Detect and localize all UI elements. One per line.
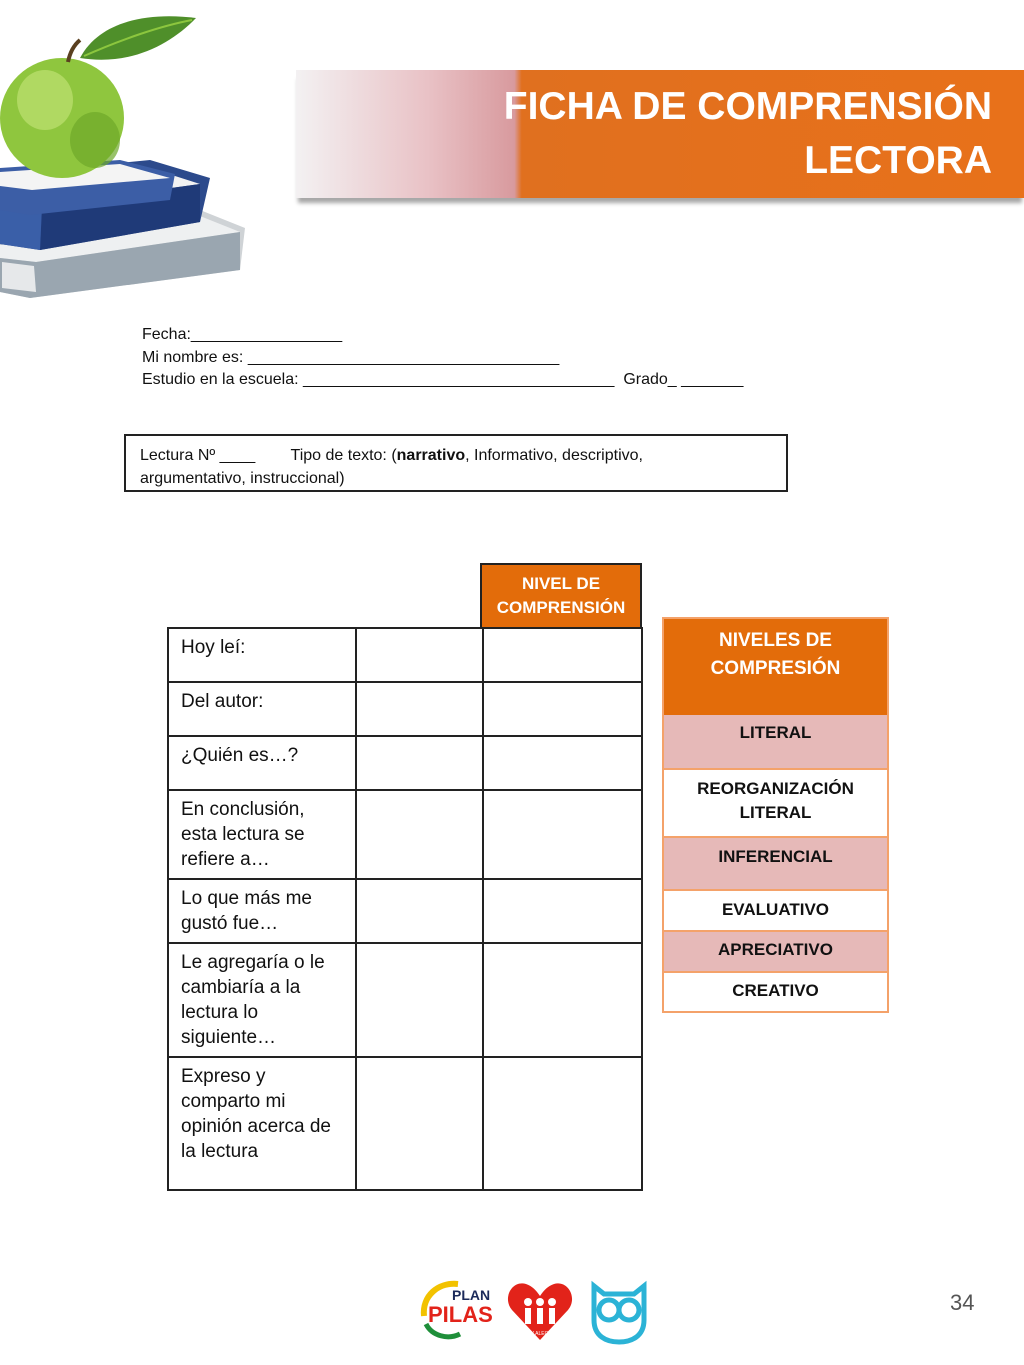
pilas-text: PILAS [428,1302,493,1327]
table-row [168,879,642,943]
nivel-item: LITERAL [664,715,887,768]
table-row [168,682,642,736]
nivel-cell[interactable] [483,682,642,736]
nivel-item: REORGANIZACIÓN LITERAL [664,768,887,836]
plan-text: PLAN [452,1287,491,1303]
footer-logos [418,1276,658,1346]
nivel-cell[interactable] [483,736,642,790]
fecha-field[interactable]: Fecha:_________________ [142,326,343,343]
answer-cell[interactable] [356,682,483,736]
lectura-line-1 [140,444,772,467]
nivel-item: INFERENCIAL [664,836,887,889]
answer-cell[interactable] [356,1057,483,1190]
lectura-line-2: argumentativo, instruccional) [140,470,345,487]
lectura-bold-type: narrativo [396,447,466,464]
row-label: Le agregaría o le cambiaría a la lectura lo siguiente… [168,943,356,1057]
title-line-2: LECTORA [804,139,992,182]
reading-table [167,627,643,1191]
nivel-item: APRECIATIVO [664,930,887,971]
lectura-info-box [124,434,788,492]
nivel-cell[interactable] [483,790,642,879]
title-line-1: FICHA DE COMPRENSIÓN [503,85,992,128]
page-title [472,80,992,188]
plan-pilas-logo [424,1284,493,1337]
answer-cell[interactable] [356,736,483,790]
nombre-field[interactable]: Mi nombre es: ___________________________________ [142,349,560,366]
lectura-suffix: , Informativo, descriptivo, [465,447,643,464]
table-row [168,790,642,879]
nivel-item: EVALUATIVO [664,889,887,930]
table-row [168,736,642,790]
niveles-title: NIVELES DE COMPRESIÓN [664,619,887,715]
fe-y-alegria-text: FE Y ALEGRIA [523,1331,557,1337]
nivel-cell[interactable] [483,628,642,682]
owl-logo [594,1286,644,1342]
answer-cell[interactable] [356,790,483,879]
title-banner [296,70,1024,198]
row-label: Expreso y comparto mi opinión acerca de la lectura [168,1057,356,1190]
nivel-cell[interactable] [483,879,642,943]
table-row [168,1057,642,1190]
table-row [168,943,642,1057]
escuela-grado-field[interactable]: Estudio en la escuela: ___________________________________ Grado_ _______ [142,371,744,388]
nivel-cell[interactable] [483,943,642,1057]
row-label: ¿Quién es…? [168,736,356,790]
lectura-prefix: Lectura Nº ____ Tipo de texto: ( [140,447,397,464]
row-label: Del autor: [168,682,356,736]
answer-cell[interactable] [356,628,483,682]
page-number: 34 [950,1290,975,1315]
row-label: En conclusión, esta lectura se refiere a… [168,790,356,879]
niveles-legend [662,617,889,1013]
fe-y-alegria-logo [508,1283,572,1340]
row-label: Lo que más me gustó fue… [168,879,356,943]
answer-cell[interactable] [356,879,483,943]
table-row [168,628,642,682]
nivel-comprension-header: NIVEL DE COMPRENSIÓN [480,563,642,629]
nivel-item: CREATIVO [664,971,887,1011]
nivel-cell[interactable] [483,1057,642,1190]
row-label: Hoy leí: [168,628,356,682]
answer-cell[interactable] [356,943,483,1057]
apple-books-illustration [0,0,260,300]
